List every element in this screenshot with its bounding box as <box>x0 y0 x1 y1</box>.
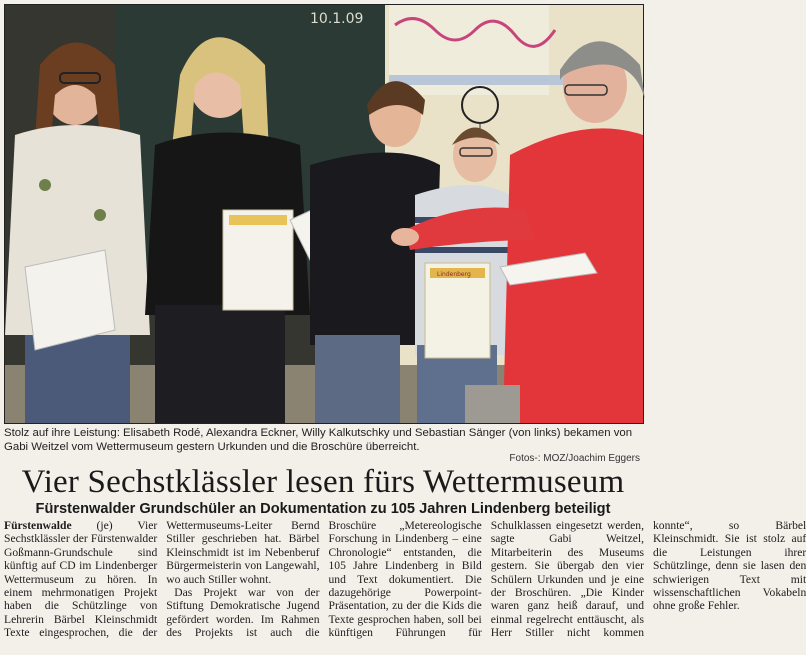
article-paragraph-2: Das Projekt war von der Stiftung Demokratische Jugend gefördert worden. Im Rahmen des Projekts ist auch die Broschüre „Metereologische Forschung in Lindenberg – eine Chronologie“ entstanden, die 105 Jahre Lindenberg in Bild und Text dokumentiert. Die dazugehörige Powerpoint-Präsentation, zu der die Kids die Texte gesprochen haben, soll bei künftigen Führungen für Schulklassen eingesetzt werden, sagte Gabi Weitzel, Mitarbeiterin des Museums gestern. Sie übergab den vier Schülern Urkunden und je eine der Broschüren. „Die Kinder waren ganz heiß darauf, und einmal regelrecht enttäuscht, als Herr Stiller nicht kommen konnte“, so Bärbel Kleinschmidt. Sie ist stolz auf die Leistungen ihrer Schützlinge, denn sie lasen den schwierigen Text mit wissenschaftlichen Vokabeln ohne große Fehler. <box>166 519 806 640</box>
article-body <box>4 519 806 653</box>
board-date: 10.1.09 <box>310 11 364 27</box>
paragraph-1-text: (je) Vier Sechstklässler der Fürstenwalder Goßmann-Grundschule sind künftig auf CD im Lindenberger Wettermuseum zu hören. In einem mehrmonatigen Projekt haben die Schützlinge von Lehrerin Bärbel Kleinschmidt Texte eingesprochen, die der Wettermuseums-Leiter Bernd Stiller geschrieben hat. Bärbel Kleinschmidt ist im Nebenberuf Bürgermeisterin von Langewahl, wo auch Stiller wohnt. <box>4 519 320 640</box>
photo-caption: Stolz auf ihre Leistung: Elisabeth Rodé, Alexandra Eckner, Willy Kalkutschky und Sebastian Sänger (von links) bekamen von Gabi Weitzel vom Wettermuseum gestern Urkunden und die Broschüre überreicht. <box>4 427 633 453</box>
certificate-title: Lindenberg <box>437 271 471 278</box>
photo-credit: Fotos-: MOZ/Joachim Eggers <box>509 453 640 464</box>
headline: Vier Sechstklässler lesen fürs Wettermuseum <box>21 464 625 500</box>
subheadline: Fürstenwalder Grundschüler an Dokumentation zu 105 Jahren Lindenberg beteiligt <box>35 501 611 517</box>
news-photo <box>4 4 644 424</box>
dateline: Fürstenwalde <box>4 519 72 532</box>
